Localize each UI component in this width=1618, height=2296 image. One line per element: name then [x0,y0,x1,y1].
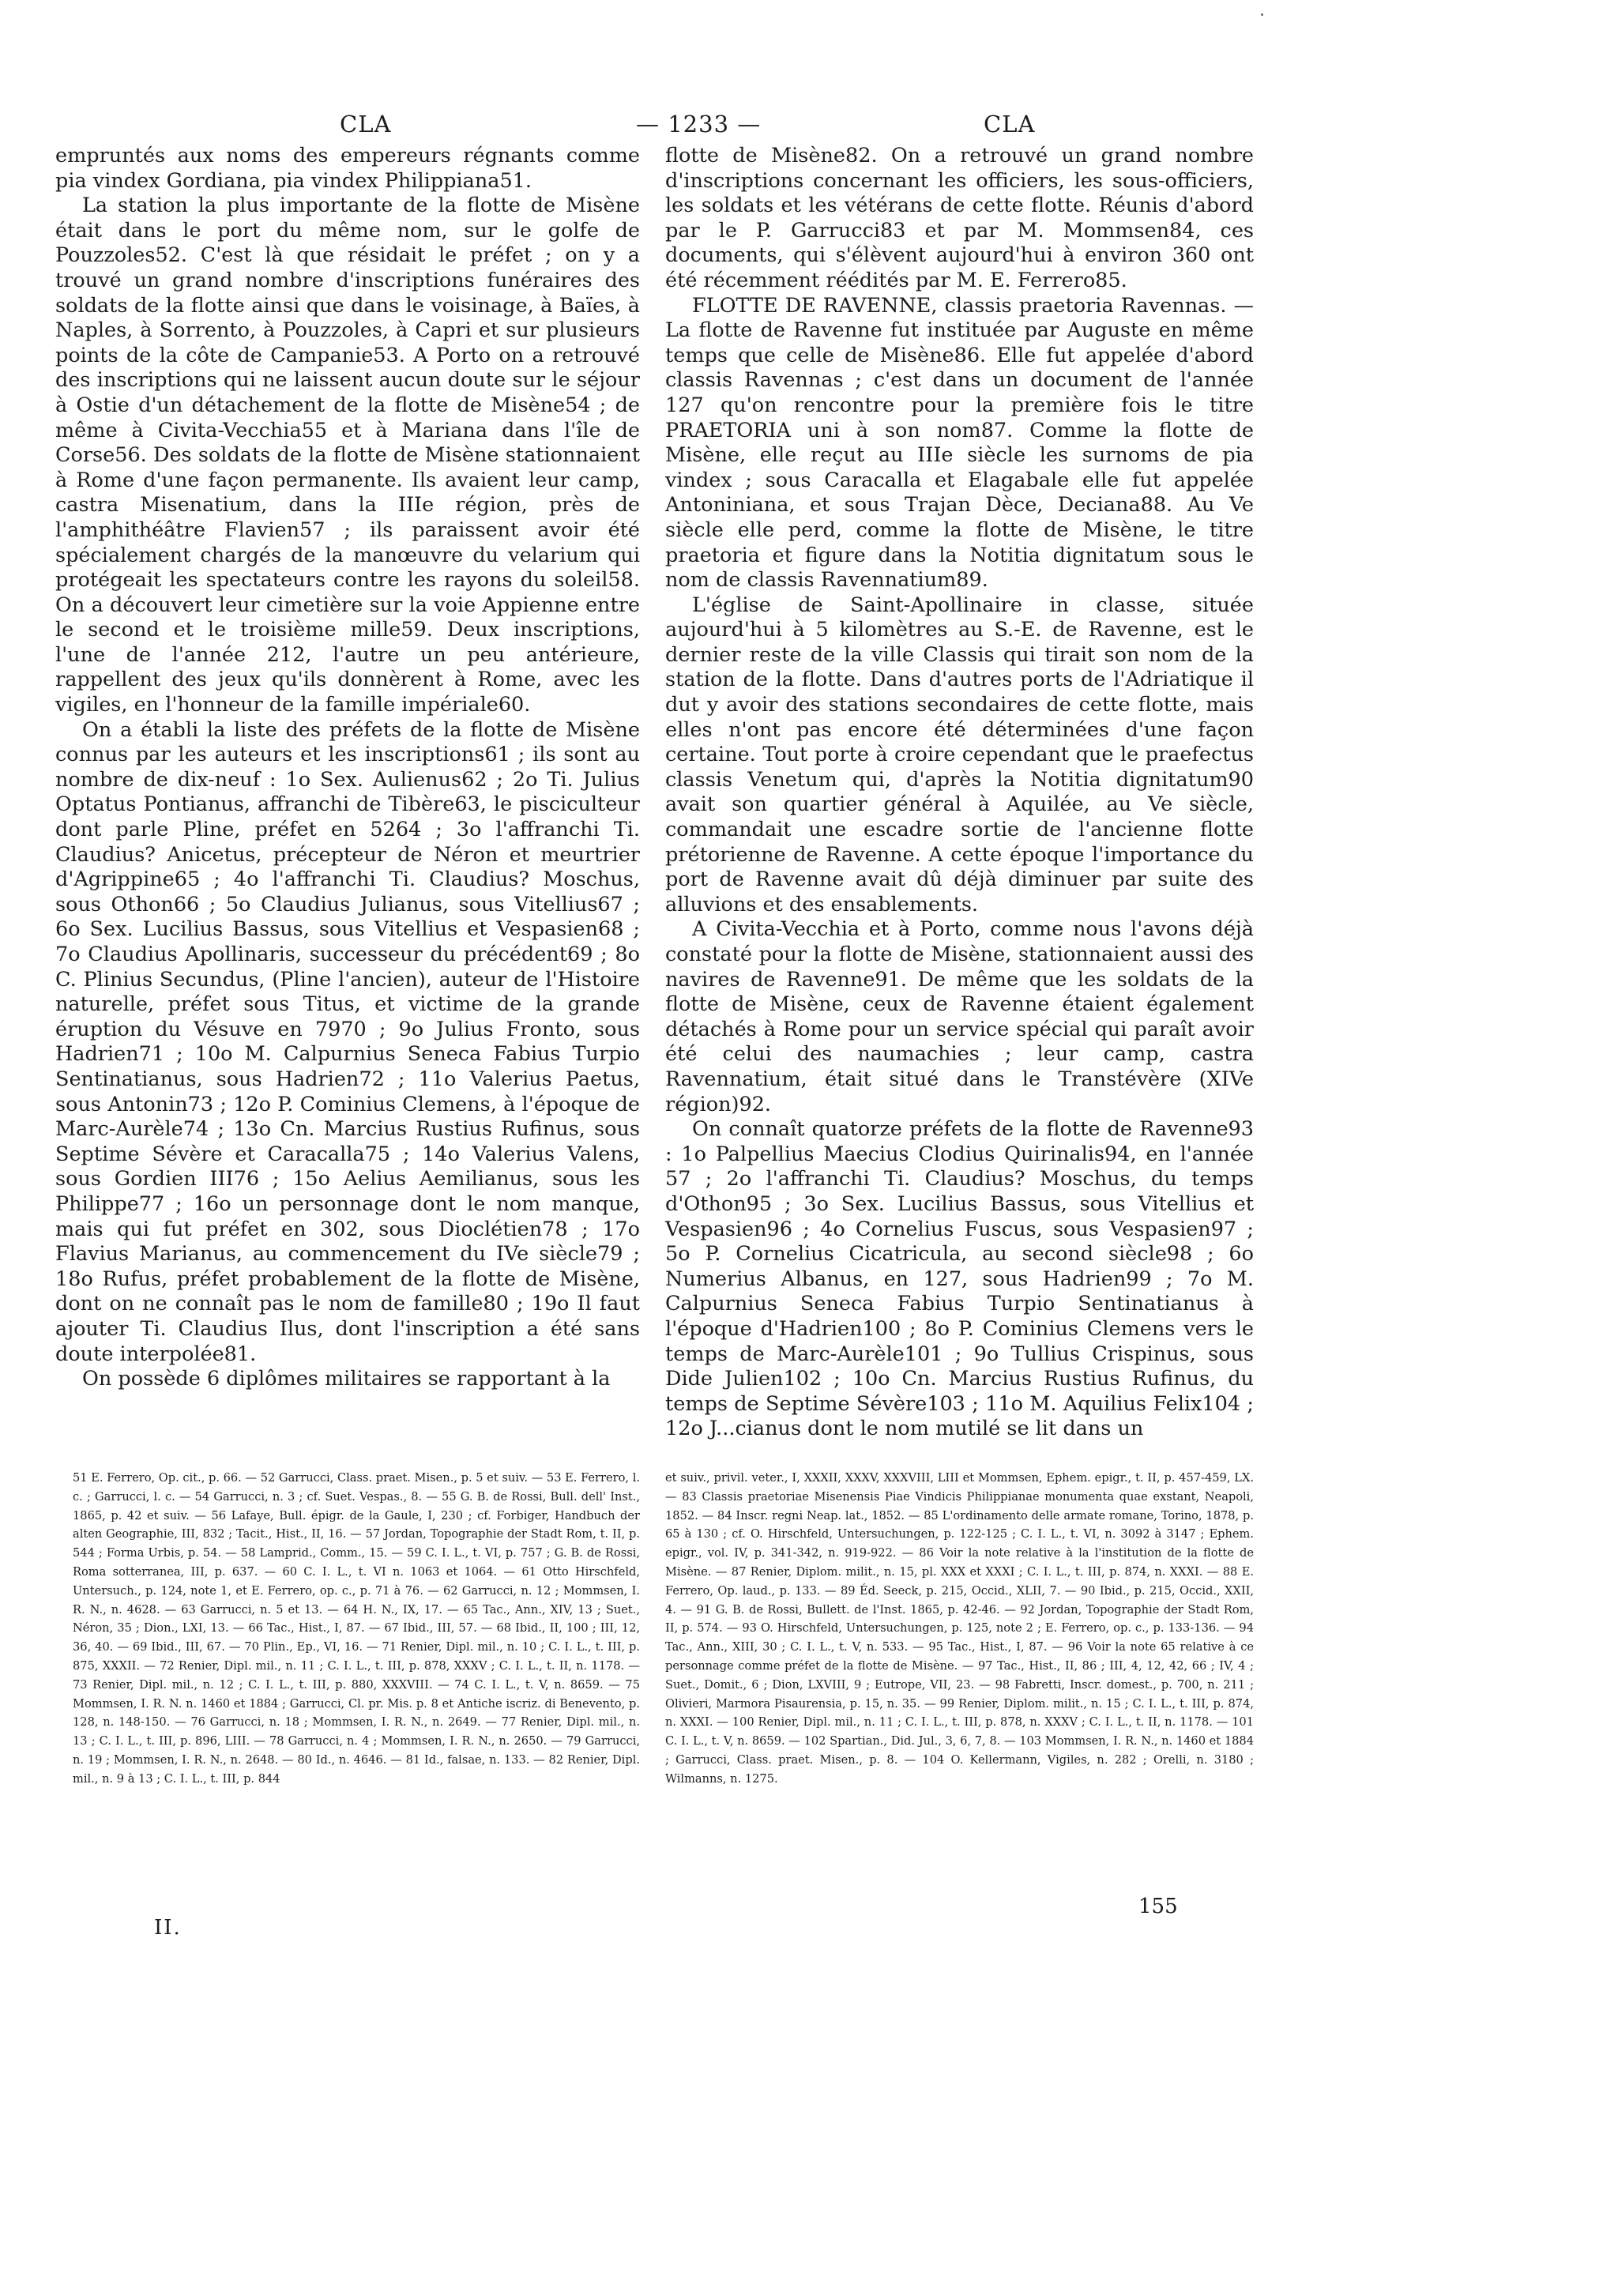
footnote-block: 51 E. Ferrero, Op. cit., p. 66. — 52 Garrucci, Class. praet. Misen., p. 5 et suiv. — 53 E. Ferrero, l. c. ; Garrucci, l. c. — 54 Garrucci, n. 3 ; cf. Suet. Vespas., 8. — 55 G. B. de Rossi, Bull. dell' Inst., 1865, p. 42 et suiv. — 56 Lafaye, Bull. épigr. de la Gaule, I, 230 ; cf. Forbiger, Handbuch der alten Geographie, III, 832 ; Tacit., Hist., II, 16. — 57 Jordan, Topographie der Stadt Rom, t. II, p. 544 ; Forma Urbis, p. 54. — 58 Lamprid., Comm., 15. — 59 C. I. L., t. VI, p. 757 ; G. B. de Rossi, Roma sotterranea, III, p. 637. — 60 C. I. L., t. VI n. 1063 et 1064. — 61 Otto Hirschfeld, Untersuch., p. 124, note 1, et E. Ferrero, op. c., p. 71 à 76. — 62 Garrucci, n. 12 ; Mommsen, I. R. N., n. 4628. — 63 Garrucci, n. 5 et 13. — 64 H. N., IX, 17. — 65 Tac., Ann., XIV, 13 ; Suet., Néron, 35 ; Dion., LXI, 13. — 66 Tac., Hist., I, 87. — 67 Ibid., III, 57. — 68 Ibid., II, 100 ; III, 12, 36, 40. — 69 Ibid., III, 67. — 70 Plin., Ep., VI, 16. — 71 Renier, Dipl. mil., n. 10 ; C. I. L., t. III, p. 875, XXXII. — 72 Renier, Dipl. mil., n. 11 ; C. I. L., t. III, p. 878, XXXV ; C. I. L., t. II, n. 1178. — 73 Renier, Dipl. mil., n. 12 ; C. I. L., t. III, p. 880, XXXVIII. — 74 C. I. L., t. V, n. 8659. — 75 Mommsen, I. R. N. n. 1460 et 1884 ; Garrucci, Cl. pr. Mis. p. 8 et Antiche iscriz. di Benevento, p. 128, n. 148-150. — 76 Garrucci, n. 18 ; Mommsen, I. R. N., n. 2649. — 77 Renier, Dipl. mil., n. 13 ; C. I. L., t. III, p. 896, LIII. — 78 Garrucci, n. 4 ; Mommsen, I. R. N., n. 2650. — 79 Garrucci, n. 19 ; Mommsen, I. R. N., n. 2648. — 80 Id., n. 4646. — 81 Id., falsae, n. 133. — 82 Renier, Dipl. mil., n. 9 à 13 ; C. I. L., t. III, p. 844 [73,1471,640,1786]
paragraph: On possède 6 diplômes militaires se rapportant à la [82,1367,611,1391]
footnotes-right [665,1469,1254,1789]
paragraph: flotte de Misène82. On a retrouvé un grand nombre d'inscriptions concernant les officiers, les sous-officiers, les soldats et les vétérans de cette flotte. Réunis d'abord par le P. Garrucci83 et par M. Mommsen84, ces documents, qui s'élèvent aujourd'hui à environ 360 ont été récemment réédités par M. E. Ferrero85. [665,144,1254,292]
paragraph: La station la plus importante de la flotte de Misène était dans le port du même nom, sur le golfe de Pouzzoles52. C'est là que résidait le préfet ; on y a trouvé un grand nombre d'inscriptions funéraires des soldats de la flotte ainsi que dans le voisinage, à Baïes, à Naples, à Sorrento, à Pouzzoles, à Capri et sur plusieurs points de la côte de Campanie53. A Porto on a retrouvé des inscriptions qui ne laissent aucun doute sur le séjour à Ostie d'un détachement de la flotte de Misène54 ; de même à Civita-Vecchia55 et à Mariana dans l'île de Corse56. Des soldats de la flotte de Misène stationnaient à Rome d'une façon permanente. Ils avaient leur camp, castra Misenatium, dans la IIIe région, près de l'amphithéâtre Flavien57 ; ils paraissent avoir été spécialement chargés de la manœuvre du velarium qui protégeait les spectateurs contre les rayons du soleil58. On a découvert leur cimetière sur la voie Appienne entre le second et le troisième mille59. Deux inscriptions, l'une de l'année 212, l'autre un peu antérieure, rappellent des jeux qu'ils donnèrent à Rome, avec les vigiles, en l'honneur de la famille impériale60. [55,194,640,717]
scan-speck [1261,13,1263,16]
header-right-keyword: CLA [984,111,1036,137]
page-number: — 1233 — [636,111,762,137]
paragraph: On connaît quatorze préfets de la flotte de Ravenne93 : 1o Palpellius Maecius Clodius Quirinalis94, en l'année 57 ; 2o l'affranchi Ti. Claudius? Moschus, du temps d'Othon95 ; 3o Sex. Lucilius Bassus, sous Vitellius et Vespasien96 ; 4o Cornelius Fuscus, sous Vespasien97 ; 5o P. Cornelius Cicatricula, au second siècle98 ; 6o Numerius Albanus, en 127, sous Hadrien99 ; 7o M. Calpurnius Seneca Fabius Turpio Sentinatianus à l'époque d'Hadrien100 ; 8o P. Cominius Clemens vers le temps de Marc-Aurèle101 ; 9o Tullius Crispinus, sous Dide Julien102 ; 10o Cn. Marcius Rustius Rufinus, du temps de Septime Sévère103 ; 11o M. Aquilius Felix104 ; 12o J...cianus dont le nom mutilé se lit dans un [665,1117,1254,1441]
footnotes-left [73,1469,640,1789]
paragraph: L'église de Saint-Apollinaire in classe, située aujourd'hui à 5 kilomètres au S.-E. de Ravenne, est le dernier reste de la ville Classis qui tirait son nom de la station de la flotte. Dans d'autres ports de l'Adriatique il dut y avoir des stations secondaires de cette flotte, mais elles n'ont pas encore été déterminées d'une façon certaine. Tout porte à croire cependant que le praefectus classis Venetum qui, d'après la Notitia dignitatum90 avait son quartier général à Aquilée, au Ve siècle, commandait une escadre sortie de l'ancienne flotte prétorienne de Ravenne. A cette époque l'importance du port de Ravenne avait dû déjà diminuer par suite des alluvions et des ensablements. [665,593,1254,917]
footnote-block: et suiv., privil. veter., I, XXXII, XXXV, XXXVIII, LIII et Mommsen, Ephem. epigr., t. II, p. 457-459, LX. — 83 Classis praetoriae Misenensis Piae Vindicis Philippianae monumenta quae exstant, Neapoli, 1852. — 84 Inscr. regni Neap. lat., 1852. — 85 L'ordinamento delle armate romane, Torino, 1878, p. 65 à 130 ; cf. O. Hirschfeld, Untersuchungen, p. 122-125 ; C. I. L., t. VI, n. 3092 à 3147 ; Ephem. epigr., vol. IV, p. 341-342, n. 919-922. — 86 Voir la note relative à la l'institution de la flotte de Misène. — 87 Renier, Diplom. milit., n. 15, pl. XXX et XXXI ; C. I. L., t. III, p. 874, n. XXXI. — 88 E. Ferrero, Op. laud., p. 133. — 89 Éd. Seeck, p. 215, Occid., XLII, 7. — 90 Ibid., p. 215, Occid., XXII, 4. — 91 G. B. de Rossi, Bullett. de l'Inst. 1865, p. 42-46. — 92 Jordan, Topographie der Stadt Rom, II, p. 574. — 93 O. Hirschfeld, Untersuchungen, p. 125, note 2 ; E. Ferrero, op. c., p. 133-136. — 94 Tac., Ann., XIII, 30 ; C. I. L., t. V, n. 533. — 95 Tac., Hist., I, 87. — 96 Voir la note 65 relative à ce personnage comme préfet de la flotte de Misène. — 97 Tac., Hist., II, 86 ; III, 4, 12, 42, 66 ; IV, 4 ; Suet., Domit., 6 ; Dion, LXVIII, 9 ; Eutrope, VII, 23. — 98 Fabretti, Inscr. domest., p. 700, n. 211 ; Olivieri, Marmora Pisaurensia, p. 15, n. 35. — 99 Renier, Diplom. milit., n. 15 ; C. I. L., t. III, p. 874, n. XXXI. — 100 Renier, Dipl. mil., n. 11 ; C. I. L., t. III, p. 878, n. XXXV ; C. I. L., t. II, n. 1178. — 101 C. I. L., t. V, n. 8659. — 102 Spartian., Did. Jul., 3, 6, 7, 8. — 103 Mommsen, I. R. N., n. 1460 et 1884 ; Garrucci, Class. praet. Misen., p. 8. — 104 O. Kellermann, Vigiles, n. 282 ; Orelli, n. 3180 ; Wilmanns, n. 1275. [665,1471,1254,1786]
running-header [55,111,1256,142]
gathering-signature: 155 [1138,1895,1178,1918]
paragraph: empruntés aux noms des empereurs régnants comme pia vindex Gordiana, pia vindex Philippiana51. [55,144,640,193]
paragraph: A Civita-Vecchia et à Porto, comme nous l'avons déjà constaté pour la flotte de Misène, stationnaient aussi des navires de Ravenne91. De même que les soldats de la flotte de Misène, ceux de Ravenne étaient également détachés à Rome pour un service spécial qui paraît avoir été celui des naumachies ; leur camp, castra Ravennatium, était situé dans le Transtévère (XIVe région)92. [665,917,1254,1116]
header-left-keyword: CLA [340,111,392,137]
paragraph: On a établi la liste des préfets de la flotte de Misène connus par les auteurs et les inscriptions61 ; ils sont au nombre de dix-neuf : 1o Sex. Aulienus62 ; 2o Ti. Julius Optatus Pontianus, affranchi de Tibère63, le pisciculteur dont parle Pline, préfet en 5264 ; 3o l'affranchi Ti. Claudius? Anicetus, précepteur de Néron et meurtrier d'Agrippine65 ; 4o l'affranchi Ti. Claudius? Moschus, sous Othon66 ; 5o Claudius Julianus, sous Vitellius67 ; 6o Sex. Lucilius Bassus, sous Vitellius et Vespasien68 ; 7o Claudius Apollinaris, successeur du précédent69 ; 8o C. Plinius Secundus, (Pline l'ancien), auteur de l'Histoire naturelle, préfet sous Titus, et victime de la grande éruption du Vésuve en 7970 ; 9o Julius Fronto, sous Hadrien71 ; 10o M. Calpurnius Seneca Fabius Turpio Sentinatianus, sous Hadrien72 ; 11o Valerius Paetus, sous Antonin73 ; 12o P. Cominius Clemens, à l'époque de Marc-Aurèle74 ; 13o Cn. Marcius Rustius Rufinus, sous Septime Sévère et Caracalla75 ; 14o Valerius Valens, sous Gordien III76 ; 15o Aelius Aemilianus, sous les Philippe77 ; 16o un personnage dont le nom manque, mais qui fut préfet en 302, sous Dioclétien78 ; 17o Flavius Marianus, au commencement du IVe siècle79 ; 18o Rufus, préfet probablement de la flotte de Misène, dont on ne connaît pas le nom de famille80 ; 19o Il faut ajouter Ti. Claudius Ilus, dont l'inscription a été sans doute interpolée81. [55,717,640,1366]
right-column [665,144,1254,1442]
section-paragraph-flotte-de-ravenne: FLOTTE DE RAVENNE, classis praetoria Ravennas. — La flotte de Ravenne fut instituée par Auguste en même temps que celle de Misène86. Elle fut appelée d'abord classis Ravennas ; c'est dans un document de l'année 127 qu'on rencontre pour la première fois le titre PRAETORIA uni à son nom87. Comme la flotte de Misène, elle reçut au IIIe siècle les surnoms de pia vindex ; sous Caracalla et Elagabale elle fut appelée Antoniniana, et sous Trajan Dèce, Deciana88. Au Ve siècle elle perd, comme la flotte de Misène, le titre praetoria et figure dans la Notitia dignitatum sous le nom de classis Ravennatium89. [665,293,1254,593]
left-column [55,144,640,1392]
volume-signature: II. [154,1916,182,1940]
